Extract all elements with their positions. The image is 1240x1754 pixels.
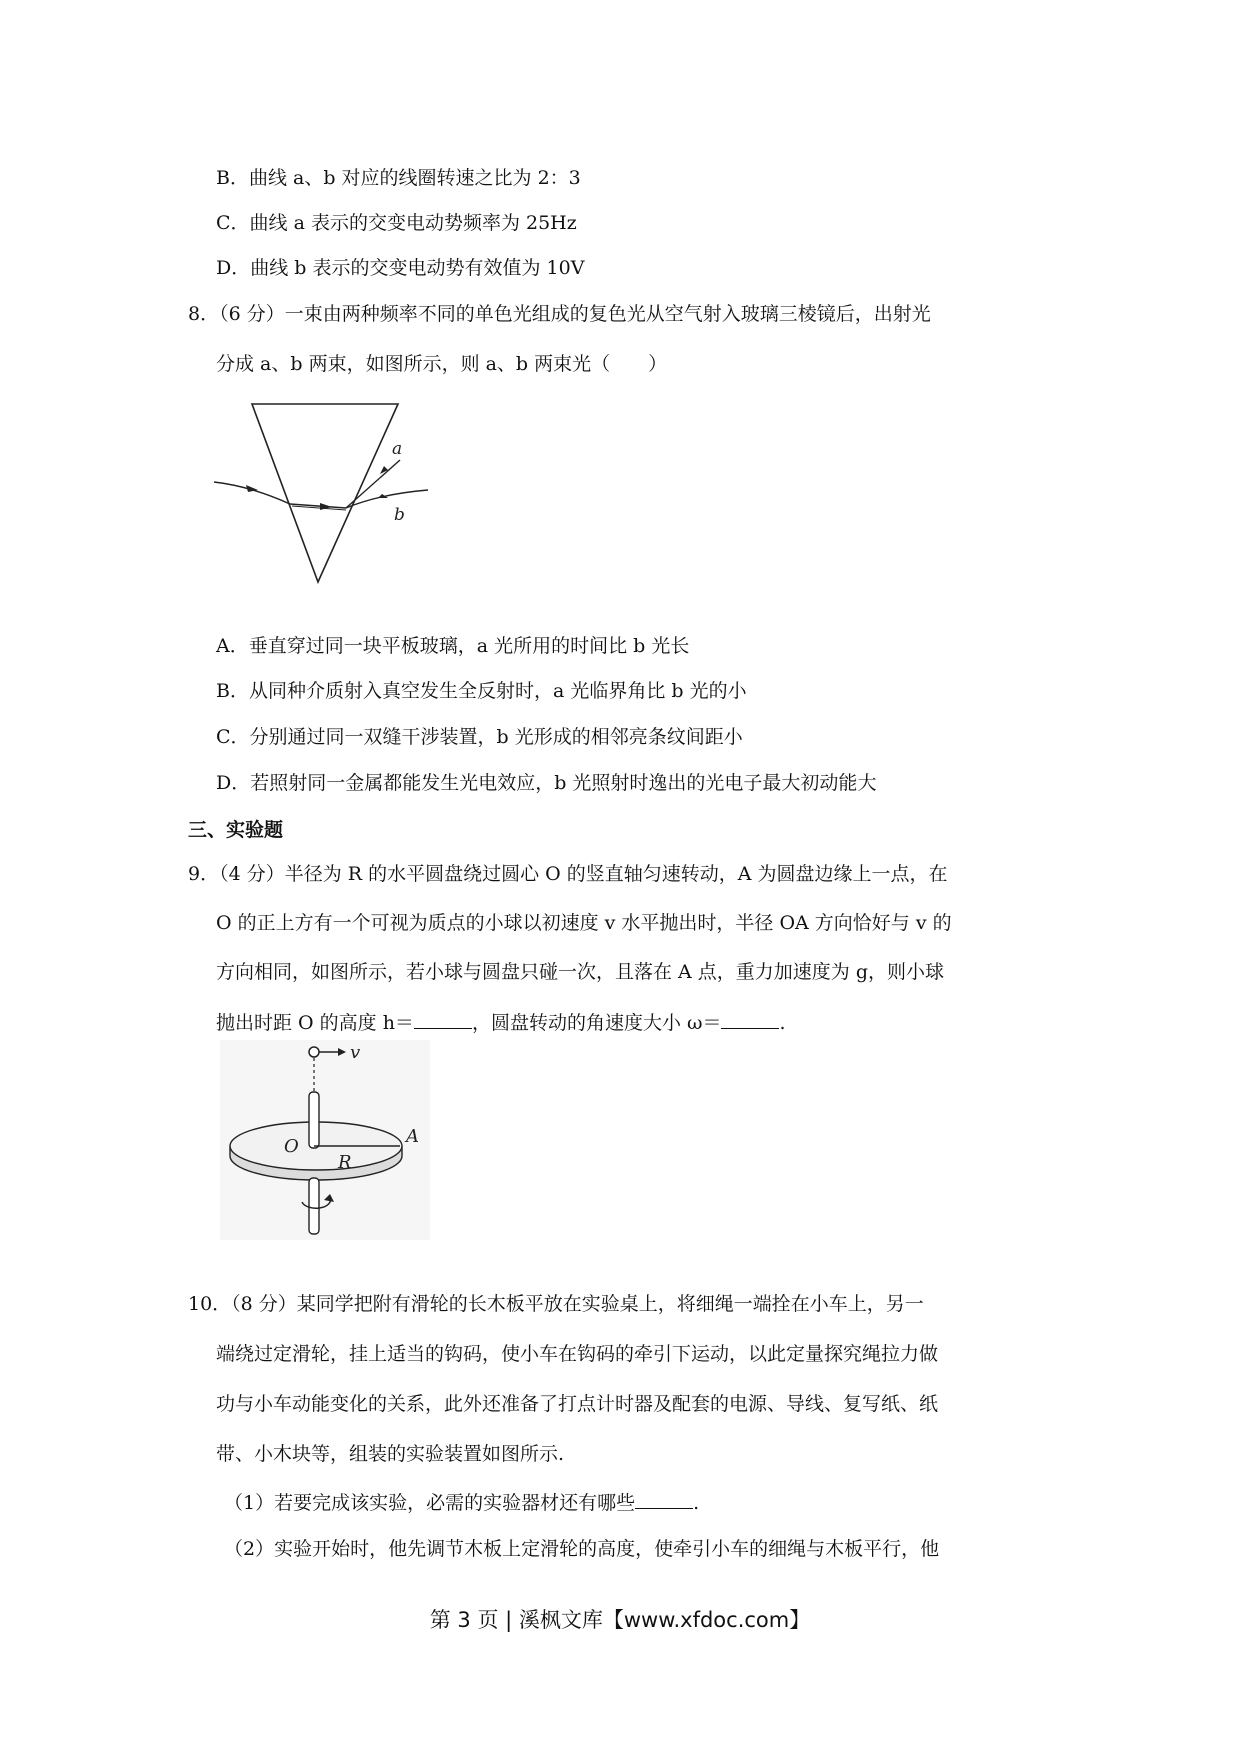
answer-blank-h	[414, 1010, 472, 1029]
q8-option-d: D．若照射同一金属都能发生光电效应，b 光照射时逸出的光电子最大初动能大	[216, 772, 877, 794]
answer-blank-omega	[721, 1010, 779, 1029]
q10-stem-line1: 10．（8 分）某同学把附有滑轮的长木板平放在实验桌上，将细绳一端拴在小车上，另一	[188, 1293, 924, 1315]
section-heading: 三、实验题	[188, 819, 284, 841]
ray-a-arrow	[380, 466, 388, 474]
q10-sub1-text: （1）若要完成该实验，必需的实验器材还有哪些	[224, 1492, 636, 1514]
q9-line4-part1: 抛出时距 O 的高度 h＝	[216, 1012, 414, 1034]
q9-line4-part3: .	[779, 1012, 786, 1034]
disk-figure	[220, 1040, 430, 1240]
q10-stem-line4: 带、小木块等，组装的实验装置如图所示.	[216, 1443, 565, 1465]
prism-figure	[210, 396, 440, 596]
q8-stem-line2: 分成 a、b 两束，如图所示，则 a、b 两束光（ ）	[216, 353, 668, 375]
axle-lower	[309, 1178, 319, 1234]
q10-sub1-end: .	[693, 1492, 700, 1514]
incident-ray	[214, 482, 290, 504]
q8-option-c: C．分别通过同一双缝干涉装置，b 光形成的相邻亮条纹间距小	[216, 726, 743, 748]
q9-stem-line2: O 的正上方有一个可视为质点的小球以初速度 v 水平抛出时，半径 OA 方向恰好与 v 的	[216, 912, 952, 934]
answer-blank-equipment	[635, 1490, 693, 1509]
ball	[309, 1047, 319, 1057]
q8-option-a: A．垂直穿过同一块平板玻璃，a 光所用的时间比 b 光长	[216, 635, 690, 657]
q9-stem-line3: 方向相同，如图所示，若小球与圆盘只碰一次，且落在 A 点，重力加速度为 g，则小球	[216, 961, 945, 983]
q9-line4-part2: ，圆盘转动的角速度大小 ω＝	[471, 1012, 722, 1034]
q10-subquestion-1	[224, 1490, 699, 1515]
q9-stem-line4	[216, 1010, 786, 1035]
q7-option-d: D．曲线 b 表示的交变电动势有效值为 10V	[216, 257, 585, 279]
label-o: O	[284, 1136, 299, 1157]
q10-stem-line2: 端绕过定滑轮，挂上适当的钩码，使小车在钩码的牵引下运动，以此定量探究绳拉力做	[216, 1343, 939, 1365]
q7-option-b: B．曲线 a、b 对应的线圈转速之比为 2：3	[216, 167, 581, 189]
label-b: b	[394, 505, 405, 525]
label-r: R	[338, 1152, 352, 1173]
q10-stem-line3: 功与小车动能变化的关系，此外还准备了打点计时器及配套的电源、导线、复写纸、纸	[216, 1393, 939, 1415]
q8-option-b: B．从同种介质射入真空发生全反射时，a 光临界角比 b 光的小	[216, 680, 747, 702]
q8-stem-line1: 8．（6 分）一束由两种频率不同的单色光组成的复色光从空气射入玻璃三棱镜后，出射光	[188, 303, 931, 325]
q9-stem-line1: 9．（4 分）半径为 R 的水平圆盘绕过圆心 O 的竖直轴匀速转动，A 为圆盘边缘上一点，在	[188, 863, 948, 885]
q10-subquestion-2: （2）实验开始时，他先调节木板上定滑轮的高度，使牵引小车的细绳与木板平行，他	[224, 1538, 940, 1560]
label-a: a	[392, 439, 403, 459]
label-v: v	[350, 1042, 361, 1063]
label-disk-a: A	[406, 1126, 419, 1147]
axle-upper	[309, 1092, 319, 1148]
ray-a	[346, 460, 400, 508]
page-footer: 第 3 页 | 溪枫文库【www.xfdoc.com】	[429, 1608, 811, 1632]
q7-option-c: C．曲线 a 表示的交变电动势频率为 25Hz	[216, 212, 577, 234]
prism-triangle	[252, 404, 398, 582]
